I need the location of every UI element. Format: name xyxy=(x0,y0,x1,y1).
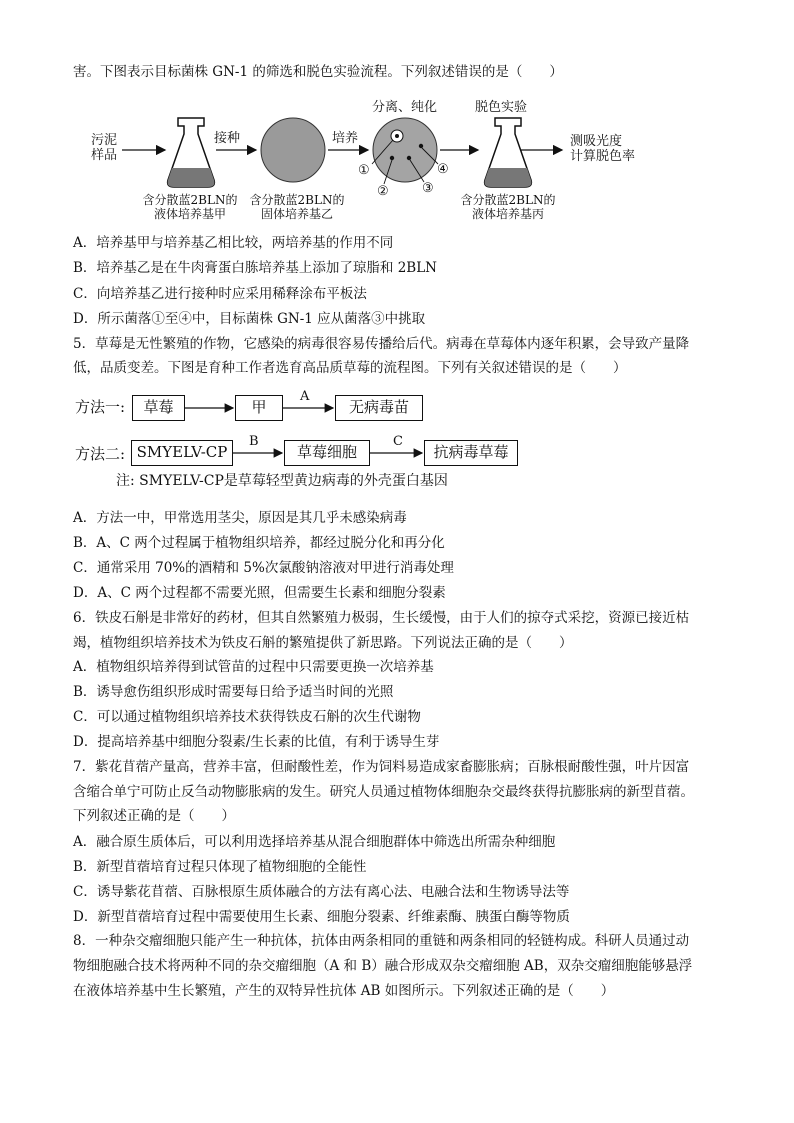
method-2-label: 方法二: xyxy=(75,445,126,463)
sample-label-2: 样品 xyxy=(91,148,118,163)
decolor-title: 脱色实验 xyxy=(475,100,528,115)
q5-stem-1: 5．草莓是无性繁殖的作物，它感染的病毒很容易传播给后代。病毒在草莓体内逐年积累，会导致产量降 xyxy=(73,336,690,352)
q7-stem-1: 7．紫花苜蓿产量高，营养丰富，但耐酸性差，作为饲料易造成家畜膨胀病；百脉根耐酸性强，叶片因富 xyxy=(73,759,690,775)
q5-option-b: B．A、C 两个过程属于植物组织培养，都经过脱分化和再分化 xyxy=(73,535,445,551)
colony-label-4: ④ xyxy=(437,162,449,177)
flask2-caption-2: 液体培养基丙 xyxy=(471,207,544,221)
m2-box-gene: SMYELV-CP xyxy=(131,440,233,466)
q7-stem-3: 下列叙述正确的是（ ） xyxy=(73,808,235,824)
q5-option-c: C．通常采用 70%的酒精和 5%次氯酸钠溶液对甲进行消毒处理 xyxy=(73,560,454,576)
m2-arrow-label-b: B xyxy=(249,434,259,449)
q4-option-b: B．培养基乙是在牛肉膏蛋白胨培养基上添加了琼脂和 2BLN xyxy=(73,260,437,276)
m1-box-virus-free: 无病毒苗 xyxy=(335,395,423,421)
q7-stem-2: 含缩合单宁可防止反刍动物膨胀病的发生。研究人员通过植物体细胞杂交最终获得抗膨胀病的新型苜蓿。 xyxy=(73,784,694,800)
m1-box-jia: 甲 xyxy=(235,395,283,421)
q7-option-c: C．诱导紫花苜蓿、百脉根原生质体融合的方法有离心法、电融合法和生物诱导法等 xyxy=(73,884,570,900)
colony-label-2: ② xyxy=(377,184,389,199)
q6-option-b: B．诱导愈伤组织形成时需要每日给予适当时间的光照 xyxy=(73,684,394,700)
q7-option-b: B．新型苜蓿培育过程只体现了植物细胞的全能性 xyxy=(73,859,367,875)
dish-caption-2: 固体培养基乙 xyxy=(260,207,333,221)
m2-arrow-label-c: C xyxy=(393,434,403,449)
m2-box-resistant: 抗病毒草莓 xyxy=(424,440,518,466)
culture-label: 培养 xyxy=(332,131,359,146)
q6-option-c: C．可以通过植物组织培养技术获得铁皮石斛的次生代谢物 xyxy=(73,709,421,725)
q5-option-a: A．方法一中，甲常选用茎尖，原因是其几乎未感染病毒 xyxy=(73,510,407,526)
q4-stem: 害。下图表示目标菌株 GN-1 的筛选和脱色实验流程。下列叙述错误的是（ ） xyxy=(73,64,563,80)
inoculate-label: 接种 xyxy=(214,131,241,146)
flask2-caption-1: 含分散蓝2BLN的 xyxy=(460,193,556,207)
q5-arrows xyxy=(0,0,794,480)
m2-box-cells: 草莓细胞 xyxy=(284,440,370,466)
m1-arrow-label-a: A xyxy=(300,389,310,404)
q5-stem-2: 低，品质变差。下图是育种工作者选育高品质草莓的流程图。下列有关叙述错误的是（ ） xyxy=(73,360,627,376)
q4-option-d: D．所示菌落①至④中，目标菌株 GN-1 应从菌落③中挑取 xyxy=(73,311,426,327)
q4-option-c: C．向培养基乙进行接种时应采用稀释涂布平板法 xyxy=(73,286,367,302)
colony-label-1: ① xyxy=(358,163,370,178)
flask1-caption-1: 含分散蓝2BLN的 xyxy=(142,193,238,207)
m1-box-strawberry: 草莓 xyxy=(132,395,185,421)
q8-stem-1: 8．一种杂交瘤细胞只能产生一种抗体，抗体由两条相同的重链和两条相同的轻链构成。科研人员通过动 xyxy=(73,933,690,949)
q5-option-d: D．A、C 两个过程都不需要光照，但需要生长素和细胞分裂素 xyxy=(73,585,446,601)
q5-note: 注: SMYELV-CP是草莓轻型黄边病毒的外壳蛋白基因 xyxy=(116,473,448,489)
q6-stem-2: 竭，植物组织培养技术为铁皮石斛的繁殖提供了新思路。下列说法正确的是（ ） xyxy=(73,635,573,651)
dish-caption-1: 含分散蓝2BLN的 xyxy=(249,193,345,207)
result-label-1: 测吸光度 xyxy=(570,134,623,149)
q6-option-a: A．植物组织培养得到试管苗的过程中只需要更换一次培养基 xyxy=(73,659,434,675)
q6-stem-1: 6．铁皮石斛是非常好的药材，但其自然繁殖力极弱，生长缓慢，由于人们的掠夺式采挖，资源已接近枯 xyxy=(73,610,690,626)
result-label-2: 计算脱色率 xyxy=(570,149,636,164)
q8-stem-3: 在液体培养基中生长繁殖，产生的双特异性抗体 AB 如图所示。下列叙述正确的是（ ） xyxy=(73,983,615,999)
flask1-caption-2: 液体培养基甲 xyxy=(153,207,226,221)
colony-label-3: ③ xyxy=(422,181,434,196)
method-1-label: 方法一: xyxy=(75,398,126,416)
q6-option-d: D．提高培养基中细胞分裂素/生长素的比值，有利于诱导生芽 xyxy=(73,734,440,750)
sample-label-1: 污泥 xyxy=(91,133,118,148)
isolation-title: 分离、纯化 xyxy=(372,100,438,115)
q4-option-a: A．培养基甲与培养基乙相比较，两培养基的作用不同 xyxy=(73,235,394,251)
q7-option-a: A．融合原生质体后，可以利用选择培养基从混合细胞群体中筛选出所需杂种细胞 xyxy=(73,834,556,850)
q7-option-d: D．新型苜蓿培育过程中需要使用生长素、细胞分裂素、纤维素酶、胰蛋白酶等物质 xyxy=(73,909,570,925)
q8-stem-2: 物细胞融合技术将两种不同的杂交瘤细胞（A 和 B）融合形成双杂交瘤细胞 AB，双杂交瘤细胞能够悬浮 xyxy=(73,958,693,974)
